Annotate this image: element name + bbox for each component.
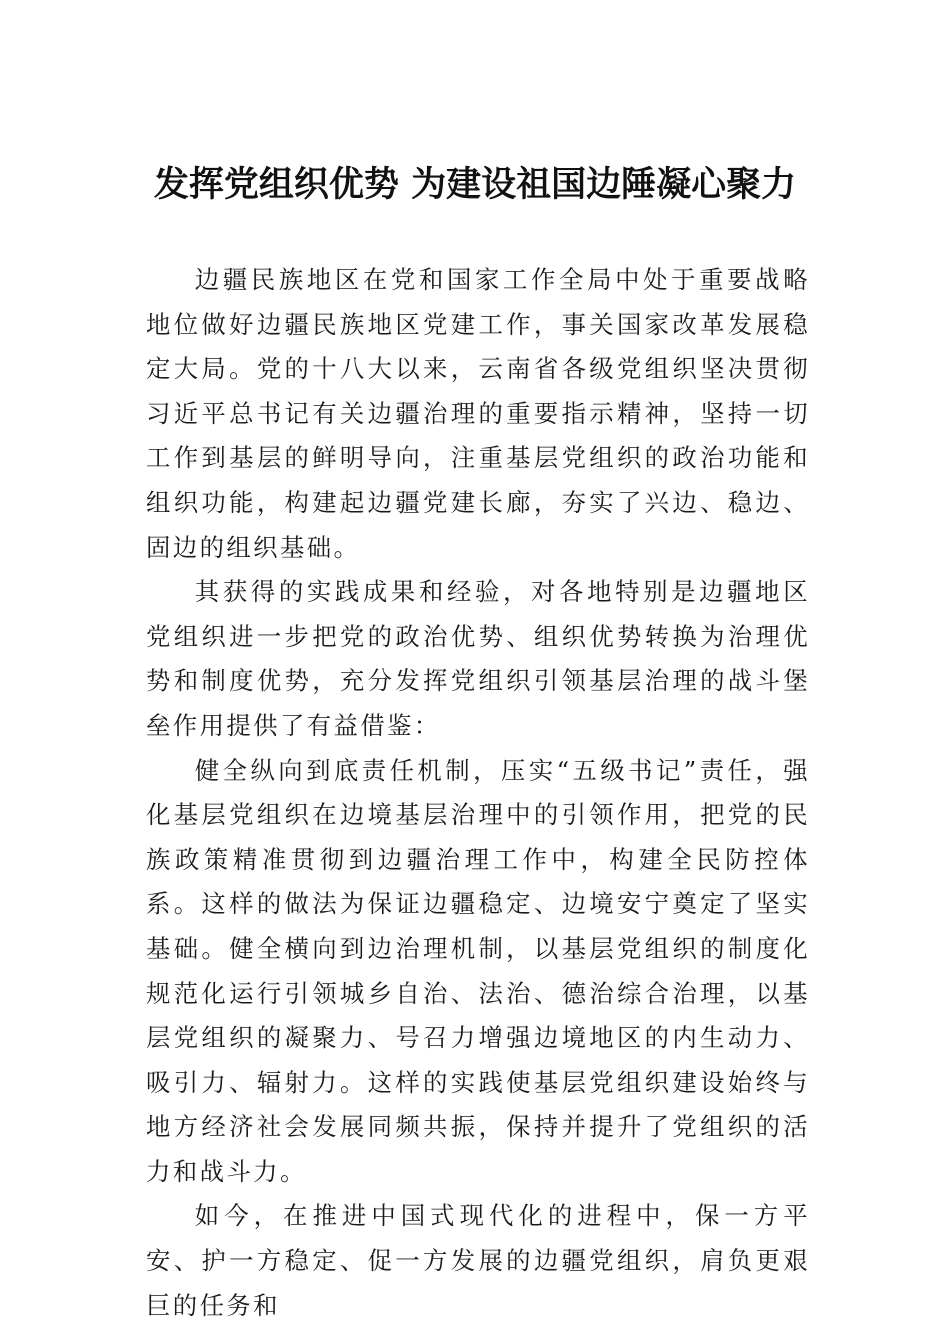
paragraph-4: 如今，在推进中国式现代化的进程中，保一方平安、护一方稳定、促一方发展的边疆党组织，肩负更艰巨的任务和: [146, 1201, 810, 1320]
paragraph-1: 边疆民族地区在党和国家工作全局中处于重要战略地位做好边疆民族地区党建工作，事关国家改革发展稳定大局。党的十八大以来，云南省各级党组织坚决贯彻习近平总书记有关边疆治理的重要指示精神，坚持一切工作到基层的鲜明导向，注重基层党组织的政治功能和组织功能，构建起边疆党建长廊，夯实了兴边、稳边、固边的组织基础。: [146, 265, 810, 562]
document-title: 发挥党组织优势 为建设祖国边陲凝心聚力: [153, 164, 797, 205]
paragraph-3: 健全纵向到底责任机制，压实“五级书记”责任，强化基层党组织在边境基层治理中的引领作用，把党的民族政策精准贯彻到边疆治理工作中，构建全民防控体系。这样的做法为保证边疆稳定、边境安宁奠定了坚实基础。健全横向到边治理机制，以基层党组织的制度化规范化运行引领城乡自治、法治、德治综合治理，以基层党组织的凝聚力、号召力增强边境地区的内生动力、吸引力、辐射力。这样的实践使基层党组织建设始终与地方经济社会发展同频共振，保持并提升了党组织的活力和战斗力。: [146, 755, 810, 1186]
paragraph-2: 其获得的实践成果和经验，对各地特别是边疆地区党组织进一步把党的政治优势、组织优势转换为治理优势和制度优势，充分发挥党组织引领基层治理的战斗堡垒作用提供了有益借鉴：: [146, 577, 810, 740]
document-body: [146, 258, 810, 1328]
